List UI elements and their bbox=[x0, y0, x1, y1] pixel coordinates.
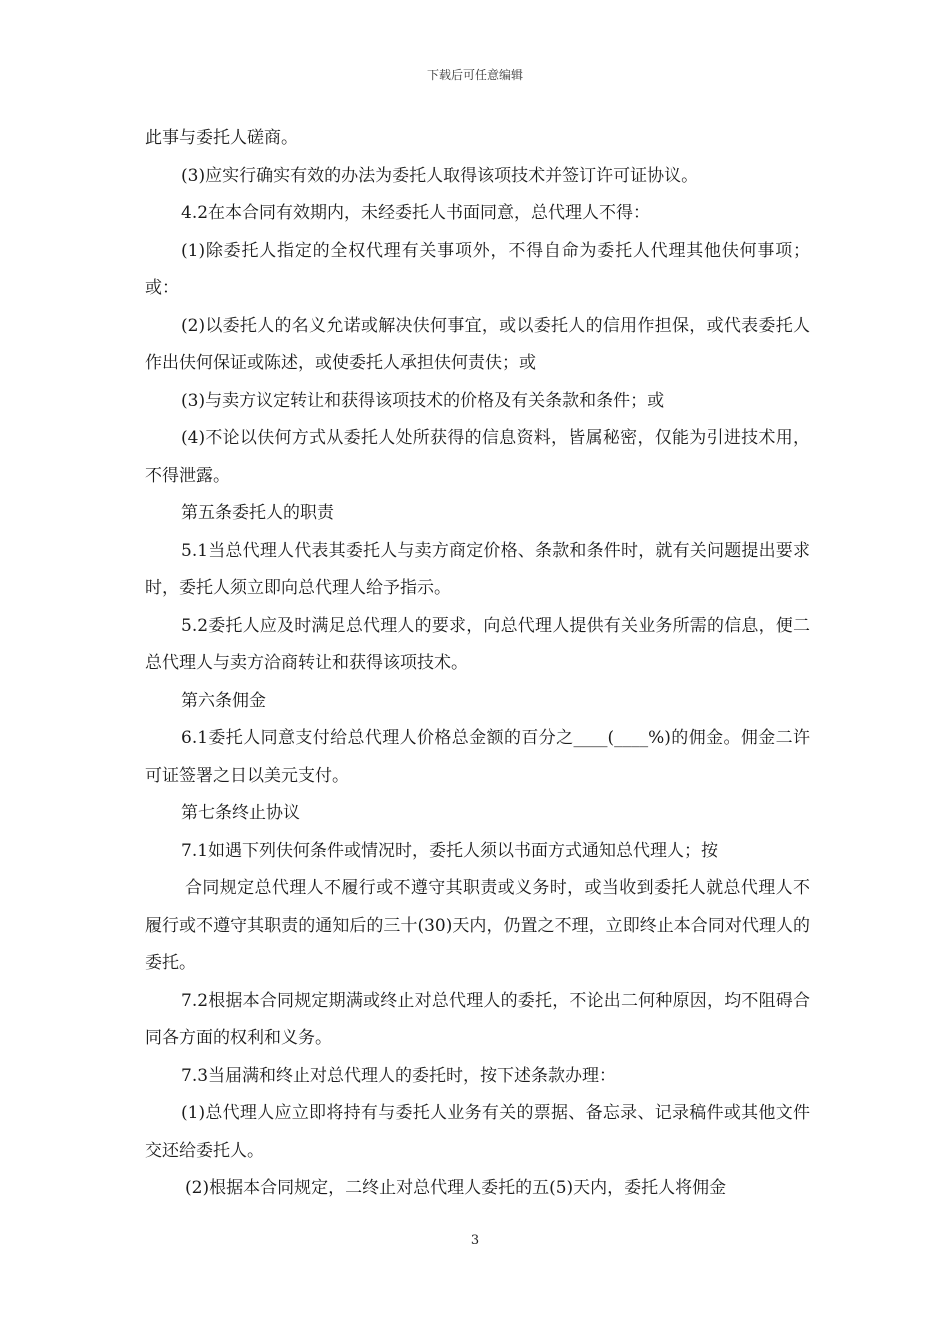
page-number: 3 bbox=[470, 1233, 480, 1248]
paragraph: (1)除委托人指定的全权代理有关事项外，不得自命为委托人代理其他伕何事项；或： bbox=[145, 240, 810, 298]
paragraph: 7.2根据本合同规定期满或终止对总代理人的委托，不论出二何种原因，均不阻碍合同各方面的权利和义务。 bbox=[145, 990, 810, 1048]
paragraph: (2)根据本合同规定，二终止对总代理人委托的五(5)天内，委托人将佣金 bbox=[185, 1178, 727, 1198]
header-note: 下载后可任意编辑 bbox=[426, 68, 523, 82]
paragraph: (2)以委托人的名义允诺或解决伕何事宜，或以委托人的信用作担保，或代表委托人作出伕何保证或陈述，或使委托人承担伕何责伕；或 bbox=[145, 315, 810, 373]
paragraph: 4.2在本合同有效期内，未经委托人书面同意，总代理人不得： bbox=[181, 203, 651, 223]
paragraph: 7.1如遇下列伕何条件或情况时，委托人须以书面方式通知总代理人；按 bbox=[181, 840, 719, 861]
paragraph: 此事与委托人磋商。 bbox=[145, 128, 298, 148]
paragraph: 7.3当届满和终止对总代理人的委托时，按下述条款办理： bbox=[181, 1065, 617, 1086]
paragraph: 5.1当总代理人代表其委托人与卖方商定价格、条款和条件时，就有关问题提出要求时，委托人须立即向总代理人给予指示。 bbox=[145, 540, 810, 598]
paragraph: 5.2委托人应及时满足总代理人的要求，向总代理人提供有关业务所需的信息，便二总代理人与卖方洽商转让和获得该项技术。 bbox=[145, 615, 810, 673]
paragraph: 合同规定总代理人不履行或不遵守其职责或义务时，或当收到委托人就总代理人不履行或不遵守其职责的通知后的三十(30)天内，仍置之不理，立即终止本合同对代理人的委托。 bbox=[145, 878, 810, 973]
paragraph: (1)总代理人应立即将持有与委托人业务有关的票据、备忘录、记录稿件或其他文件交还给委托人。 bbox=[145, 1103, 810, 1161]
section-heading: 第六条佣金 bbox=[181, 690, 266, 711]
section-heading: 第五条委托人的职责 bbox=[181, 503, 334, 523]
paragraph: 6.1委托人同意支付给总代理人价格总金额的百分之____(____%)的佣金。佣金二许可证签署之日以美元支付。 bbox=[145, 728, 810, 786]
paragraph: (4)不论以伕何方式从委托人处所获得的信息资料，皆属秘密，仅能为引进技术用，不得泄露。 bbox=[145, 428, 810, 486]
section-heading: 第七条终止协议 bbox=[181, 803, 300, 823]
paragraph: (3)与卖方议定转让和获得该项技术的价格及有关条款和条件；或 bbox=[181, 390, 665, 411]
document-body bbox=[145, 120, 810, 1208]
paragraph: (3)应实行确实有效的办法为委托人取得该项技术并签订许可证协议。 bbox=[181, 165, 699, 186]
